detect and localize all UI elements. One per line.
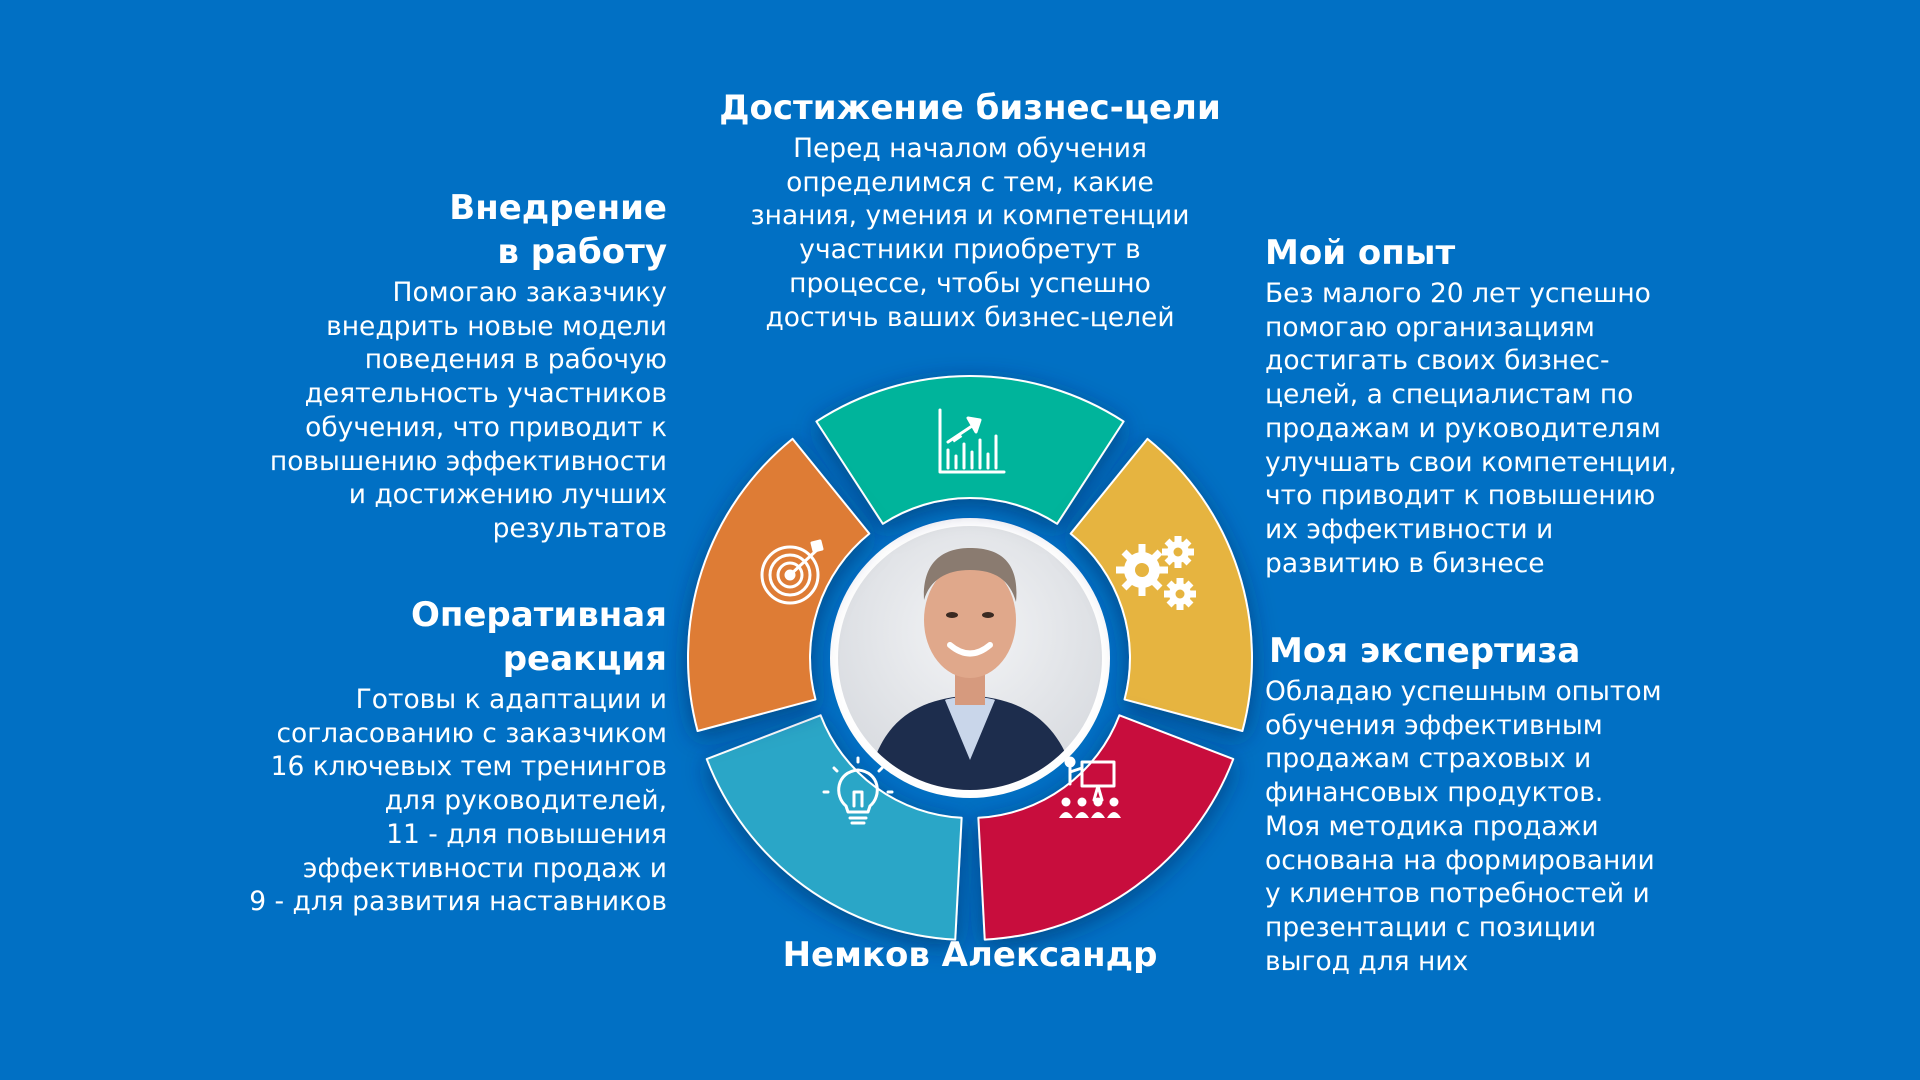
goal-text: Перед началом обучения определимся с тем, какие знания, умения и компетенции участники приобретут в процессе, чтобы успешно достичь ваших бизнес-целей	[750, 133, 1190, 333]
expertise-text: Обладаю успешным опытом обучения эффективным продажам страховых и финансовых продуктов. Моя методика продажи основана на формировании у клиентов потребностей и презентации с позиции выгод для них	[1265, 676, 1662, 977]
implementation-section	[220, 186, 667, 546]
goal-section	[690, 86, 1250, 334]
expertise-title: Моя экспертиза	[1269, 631, 1581, 671]
reaction-text: Готовы к адаптации и согласованию с заказчиком 16 ключевых тем тренингов для руководителей, 11 - для повышения эффективности продаж и 9 - для развития наставников	[249, 684, 667, 918]
segment-goal	[816, 376, 1123, 524]
goal-title: Достижение бизнес-цели	[719, 88, 1221, 128]
reaction-section	[220, 593, 667, 919]
experience-section	[1265, 231, 1705, 580]
implementation-title: Внедрение в работу	[449, 188, 667, 272]
experience-text: Без малого 20 лет успешно помогаю организациям достигать своих бизнес- целей, а специалистам по продажам и руководителям улучшать свои компетенции, что приводит к повышению их эффективности и развитию в бизнесе	[1265, 278, 1677, 579]
reaction-title: Оперативная реакция	[410, 595, 667, 679]
implementation-text: Помогаю заказчику внедрить новые модели поведения в рабочую деятельность участников обучения, что приводит к повышению эффективности и достижению лучших результатов	[269, 277, 667, 544]
person-name: Немков Александр	[782, 935, 1158, 975]
expertise-section	[1265, 629, 1705, 978]
experience-title: Мой опыт	[1265, 233, 1456, 273]
